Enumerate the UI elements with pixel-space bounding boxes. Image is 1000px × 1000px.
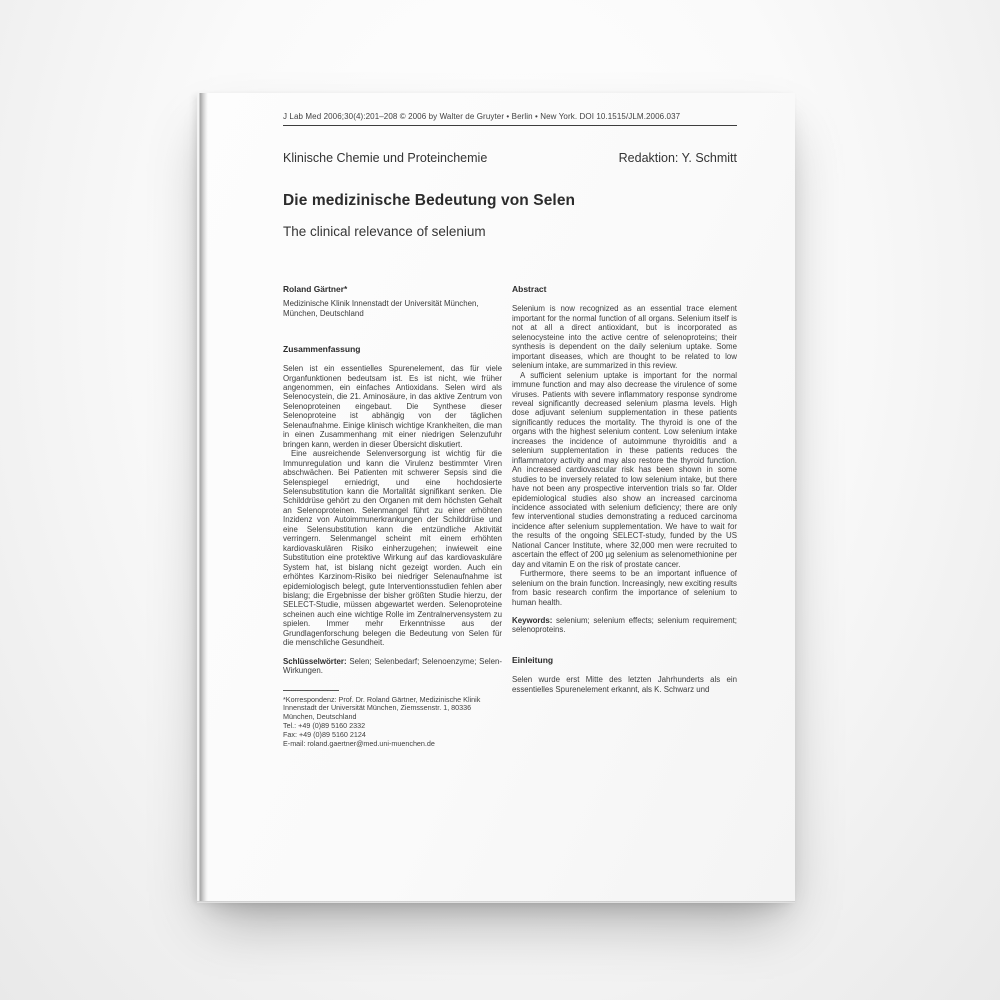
schluesselwoerter: [283, 657, 502, 676]
zusammenfassung-paragraph: Selen ist ein essentielles Spurenelement, das für viele Organfunktionen bedeutsam ist. Es ist nicht, wie früher angenommen, ein einfaches Antioxidans. Selen wird als Selenocystein, die 21. Aminosäure, in das aktive Zentrum von Selenoproteinen eingebaut. Die Synthese dieser Selenoproteine ist abhängig von der täglichen Selenaufnahme. Einige klinisch wichtige Krankheiten, die man in einen Zusammenhang mit einer niedrigen Selenzufuhr bringen kann, werden in dieser Übersicht diskutiert.: [283, 364, 502, 449]
page-content: [283, 112, 737, 748]
page-stack-edge: [197, 901, 795, 903]
footnote-email: E-mail: roland.gaertner@med.uni-muenchen.de: [283, 738, 435, 748]
section-row: [283, 151, 737, 165]
author-affiliation: Medizinische Klinik Innenstadt der Universität München, München, Deutschland: [283, 299, 479, 319]
schluesselwoerter-text: Selen; Selenbedarf; Selenoenzyme; Selen-Wirkungen.: [283, 656, 502, 676]
einleitung-heading: Einleitung: [512, 654, 554, 665]
editor-label: Redaktion: Y. Schmitt: [618, 151, 737, 165]
journal-page: [197, 93, 795, 901]
left-column: [283, 285, 502, 748]
right-column: [512, 285, 737, 748]
article-title-de: Die medizinische Bedeutung von Selen: [283, 192, 576, 209]
article-title-en: The clinical relevance of selenium: [283, 224, 486, 239]
two-column-body: [283, 285, 737, 748]
abstract-paragraph: Furthermore, there seems to be an important influence of selenium on the brain function. Increasingly, new exciting results from basic research confirm the importance of selenium to human health.: [512, 569, 737, 607]
keywords-text: selenium; selenium effects; selenium requirement; selenoproteins.: [512, 615, 737, 635]
abstract-paragraph: A sufficient selenium uptake is important for the normal immune function and may also decrease the virulence of some viruses. Patients with severe inflammatory response syndrome reveal significantly decreased selenium plasma levels. High dose adjuvant selenium supplementation in these patients significantly reduces the mortality. The thyroid is one of the organs with the highest selenium content. Low selenium intake increases the incidence of autoimmune thyroiditis and a selenium supplementation in these patients reduces the inflammatory activity and may also restore the thyroid function. An increased cardiovascular risk has been shown in some studies to be inversely related to low selenium intake, but there have not been any prospective intervention trials so far. Older epidemiological studies also show an increased carcinoma incidence associated with selenium deficiency; there are only few interventional studies demonstrating a reduced carcinoma incidence after selenium supplementation. We have to wait for the results of the ongoing SELECT-study, funded by the US National Cancer Institute, where 32,000 men were recruited to ascertain the effect of 200 µg selenium as selenomethionine per day and vitamin E on the risk of prostate cancer.: [512, 370, 737, 569]
schluesselwoerter-label: Schlüsselwörter:: [283, 656, 347, 666]
author-name: Roland Gärtner*: [283, 284, 348, 294]
section-title: Klinische Chemie und Proteinchemie: [283, 151, 488, 165]
einleitung-paragraph: Selen wurde erst Mitte des letzten Jahrhunderts als ein essentielles Spurenelement erkannt, als K. Schwarz und: [512, 675, 737, 694]
header-rule: [283, 125, 737, 126]
abstract-paragraph: Selenium is now recognized as an essential trace element important for the normal function of all organs. Selenium itself is not at all a direct antioxidant, but is incorporated as selenocysteine into the active centre of selenoproteins; their synthesis is dependent on the daily selenium uptake. Some important diseases, which are thought to be related to low selenium intake, are summarized in this review.: [512, 304, 737, 371]
zusammenfassung-heading: Zusammenfassung: [283, 343, 361, 354]
footnote: [283, 696, 502, 749]
footnote-rule: [283, 690, 339, 691]
keywords: [512, 616, 737, 635]
footnote-correspondence: *Korrespondenz: Prof. Dr. Roland Gärtner, Medizinische Klinik Innenstadt der Universität München, Ziemssenstr. 1, 80336 München, Deutschland: [283, 694, 481, 722]
abstract-heading: Abstract: [512, 284, 547, 294]
footnote-tel: Tel.: +49 (0)89 5160 2332: [283, 720, 366, 730]
citation-line: J Lab Med 2006;30(4):201–208 © 2006 by Walter de Gruyter • Berlin • New York. DOI 10.1515/JLM.2006.037: [283, 112, 681, 121]
zusammenfassung-paragraph: Eine ausreichende Selenversorgung ist wichtig für die Immunregulation und kann die Virulenz bestimmter Viren abschwächen. Bei Patienten mit schwerer Sepsis sind die Selenspiegel erniedrigt, und eine hochdosierte Selensubstitution kann die Mortalität signifikant senken. Die Schilddrüse gehört zu den Organen mit dem höchsten Gehalt an Selenoproteinen. Selenmangel führt zu einer erhöhten Inzidenz von Autoimmunerkrankungen der Schilddrüse und eine Selensubstitution kann die entzündliche Aktivität verringern. Selenmangel scheint mit einem erhöhten kardiovaskulären Risiko einherzugehen; inwieweit eine Substitution eine protektive Wirkung auf das kardiovaskuläre System hat, ist bislang nicht gezeigt worden. Auch ein erhöhtes Karzinom-Risiko bei niedriger Selenaufnahme ist epidemiologisch belegt, gute Interventionsstudien fehlen aber bislang; die Ergebnisse der bisher größten Studie hierzu, der SELECT-Studie, müssen abgewartet werden. Selenoproteine scheinen auch eine wichtige Rolle im Zentralnervensystem zu spielen. Immer mehr Erkenntnisse aus der Grundlagenforschung belegen die Bedeutung von Selen für die menschliche Gesundheit.: [283, 449, 502, 648]
footnote-fax: Fax: +49 (0)89 5160 2124: [283, 729, 366, 739]
keywords-label: Keywords:: [512, 615, 553, 625]
spine-edge: [197, 93, 208, 901]
